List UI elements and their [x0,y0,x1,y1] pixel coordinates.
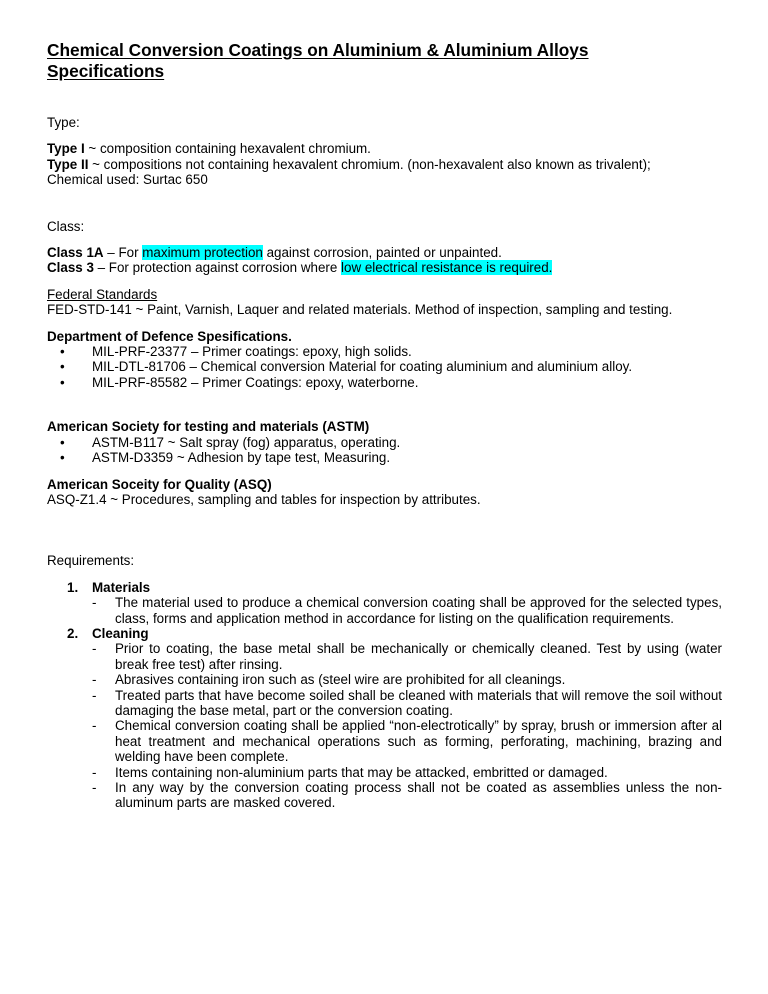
requirements-list [47,580,722,811]
requirement-materials: 1. Materials - The material used to produce a chemical conversion coating shall be approved for the selected types, class, forms and application method in accordance for listing on the qualification requirements. [67,579,722,626]
astm-list [47,435,722,466]
federal-standards-heading: Federal Standards [47,286,158,302]
document-title: Chemical Conversion Coatings on Aluminium & Aluminium Alloys Specifications [47,40,589,81]
dod-list [47,344,722,390]
highlight-low-electrical-resistance: low electrical resistance is required. [341,260,553,276]
type-1-line: Type I ~ composition containing hexavalent chromium. [47,141,371,157]
list-item: - Prior to coating, the base metal shall be mechanically or chemically cleaned. Test by using (water break free test) after rinsing. [92,641,722,672]
list-item: • ASTM-B117 ~ Salt spray (fog) apparatus, operating. [60,434,401,450]
federal-standards-text: FED-STD-141 ~ Paint, Varnish, Laquer and related materials. Method of inspection, sampling and testing. [47,302,673,318]
type-heading: Type: [47,115,80,130]
class-3-line: Class 3 – For protection against corrosion where low electrical resistance is required. [47,260,553,276]
asq-heading: American Soceity for Quality (ASQ) [47,476,272,492]
materials-list [92,595,722,626]
list-item: • MIL-PRF-23377 – Primer coatings: epoxy, high solids. [60,344,412,360]
requirement-cleaning: 2. Cleaning - Prior to coating, the base metal shall be mechanically or chemically cleaned. Test by using (water break free test) after rinsing. - Abrasives containing iron such as (steel wire are prohibited for all cleanings. - Treated parts that have become soiled shall be cleaned with materials that will remove the soil without damaging the base metal, part or the conversion coating. - Chemical conversion coating shall be applied “non-electrotically” by spray, brush or immersion after al heat treatment and mechanical operations such as forming, perforating, machining, brazing and welding have been complete. - Items containing non-aluminium parts that may be attacked, embritted or damaged. - In any way by the conversion coating process shall not be coated as assemblies unless the non-aluminum parts are masked covered. [67,625,722,811]
asq-text: ASQ-Z1.4 ~ Procedures, sampling and tables for inspection by attributes. [47,491,481,507]
requirements-heading: Requirements: [47,553,135,569]
list-item: - Chemical conversion coating shall be applied “non-electrotically” by spray, brush or immersion after al heat treatment and mechanical operations such as forming, perforating, machining, brazing and welding have been complete. [92,718,722,765]
list-item: - In any way by the conversion coating process shall not be coated as assemblies unless the non-aluminum parts are masked covered. [92,780,722,811]
list-item: • MIL-DTL-81706 – Chemical conversion Material for coating aluminium and aluminium alloy. [60,359,633,375]
chemical-used-line: Chemical used: Surtac 650 [47,172,208,188]
list-item: - Items containing non-aluminium parts that may be attacked, embritted or damaged. [92,764,608,780]
class-heading: Class: [47,218,85,234]
astm-heading: American Society for testing and materials (ASTM) [47,419,370,435]
list-item: - The material used to produce a chemical conversion coating shall be approved for the selected types, class, forms and application method in accordance for listing on the qualification requirements. [92,595,722,626]
document-page [47,40,722,811]
dod-heading: Department of Defence Spesifications. [47,328,292,344]
list-item: - Abrasives containing iron such as (steel wire are prohibited for all cleanings. [92,672,566,688]
type-2-line: Type II ~ compositions not containing hexavalent chromium. (non-hexavalent also known as trivalent); [47,156,651,172]
list-item: • MIL-PRF-85582 – Primer Coatings: epoxy, waterborne. [60,374,419,390]
class-1a-line: Class 1A – For maximum protection against corrosion, painted or unpainted. [47,245,502,261]
cleaning-list [92,641,722,810]
list-item: - Treated parts that have become soiled shall be cleaned with materials that will remove the soil without damaging the base metal, part or the conversion coating. [92,687,722,718]
list-item: • ASTM-D3359 ~ Adhesion by tape test, Measuring. [60,450,391,466]
highlight-maximum-protection: maximum protection [142,245,263,261]
